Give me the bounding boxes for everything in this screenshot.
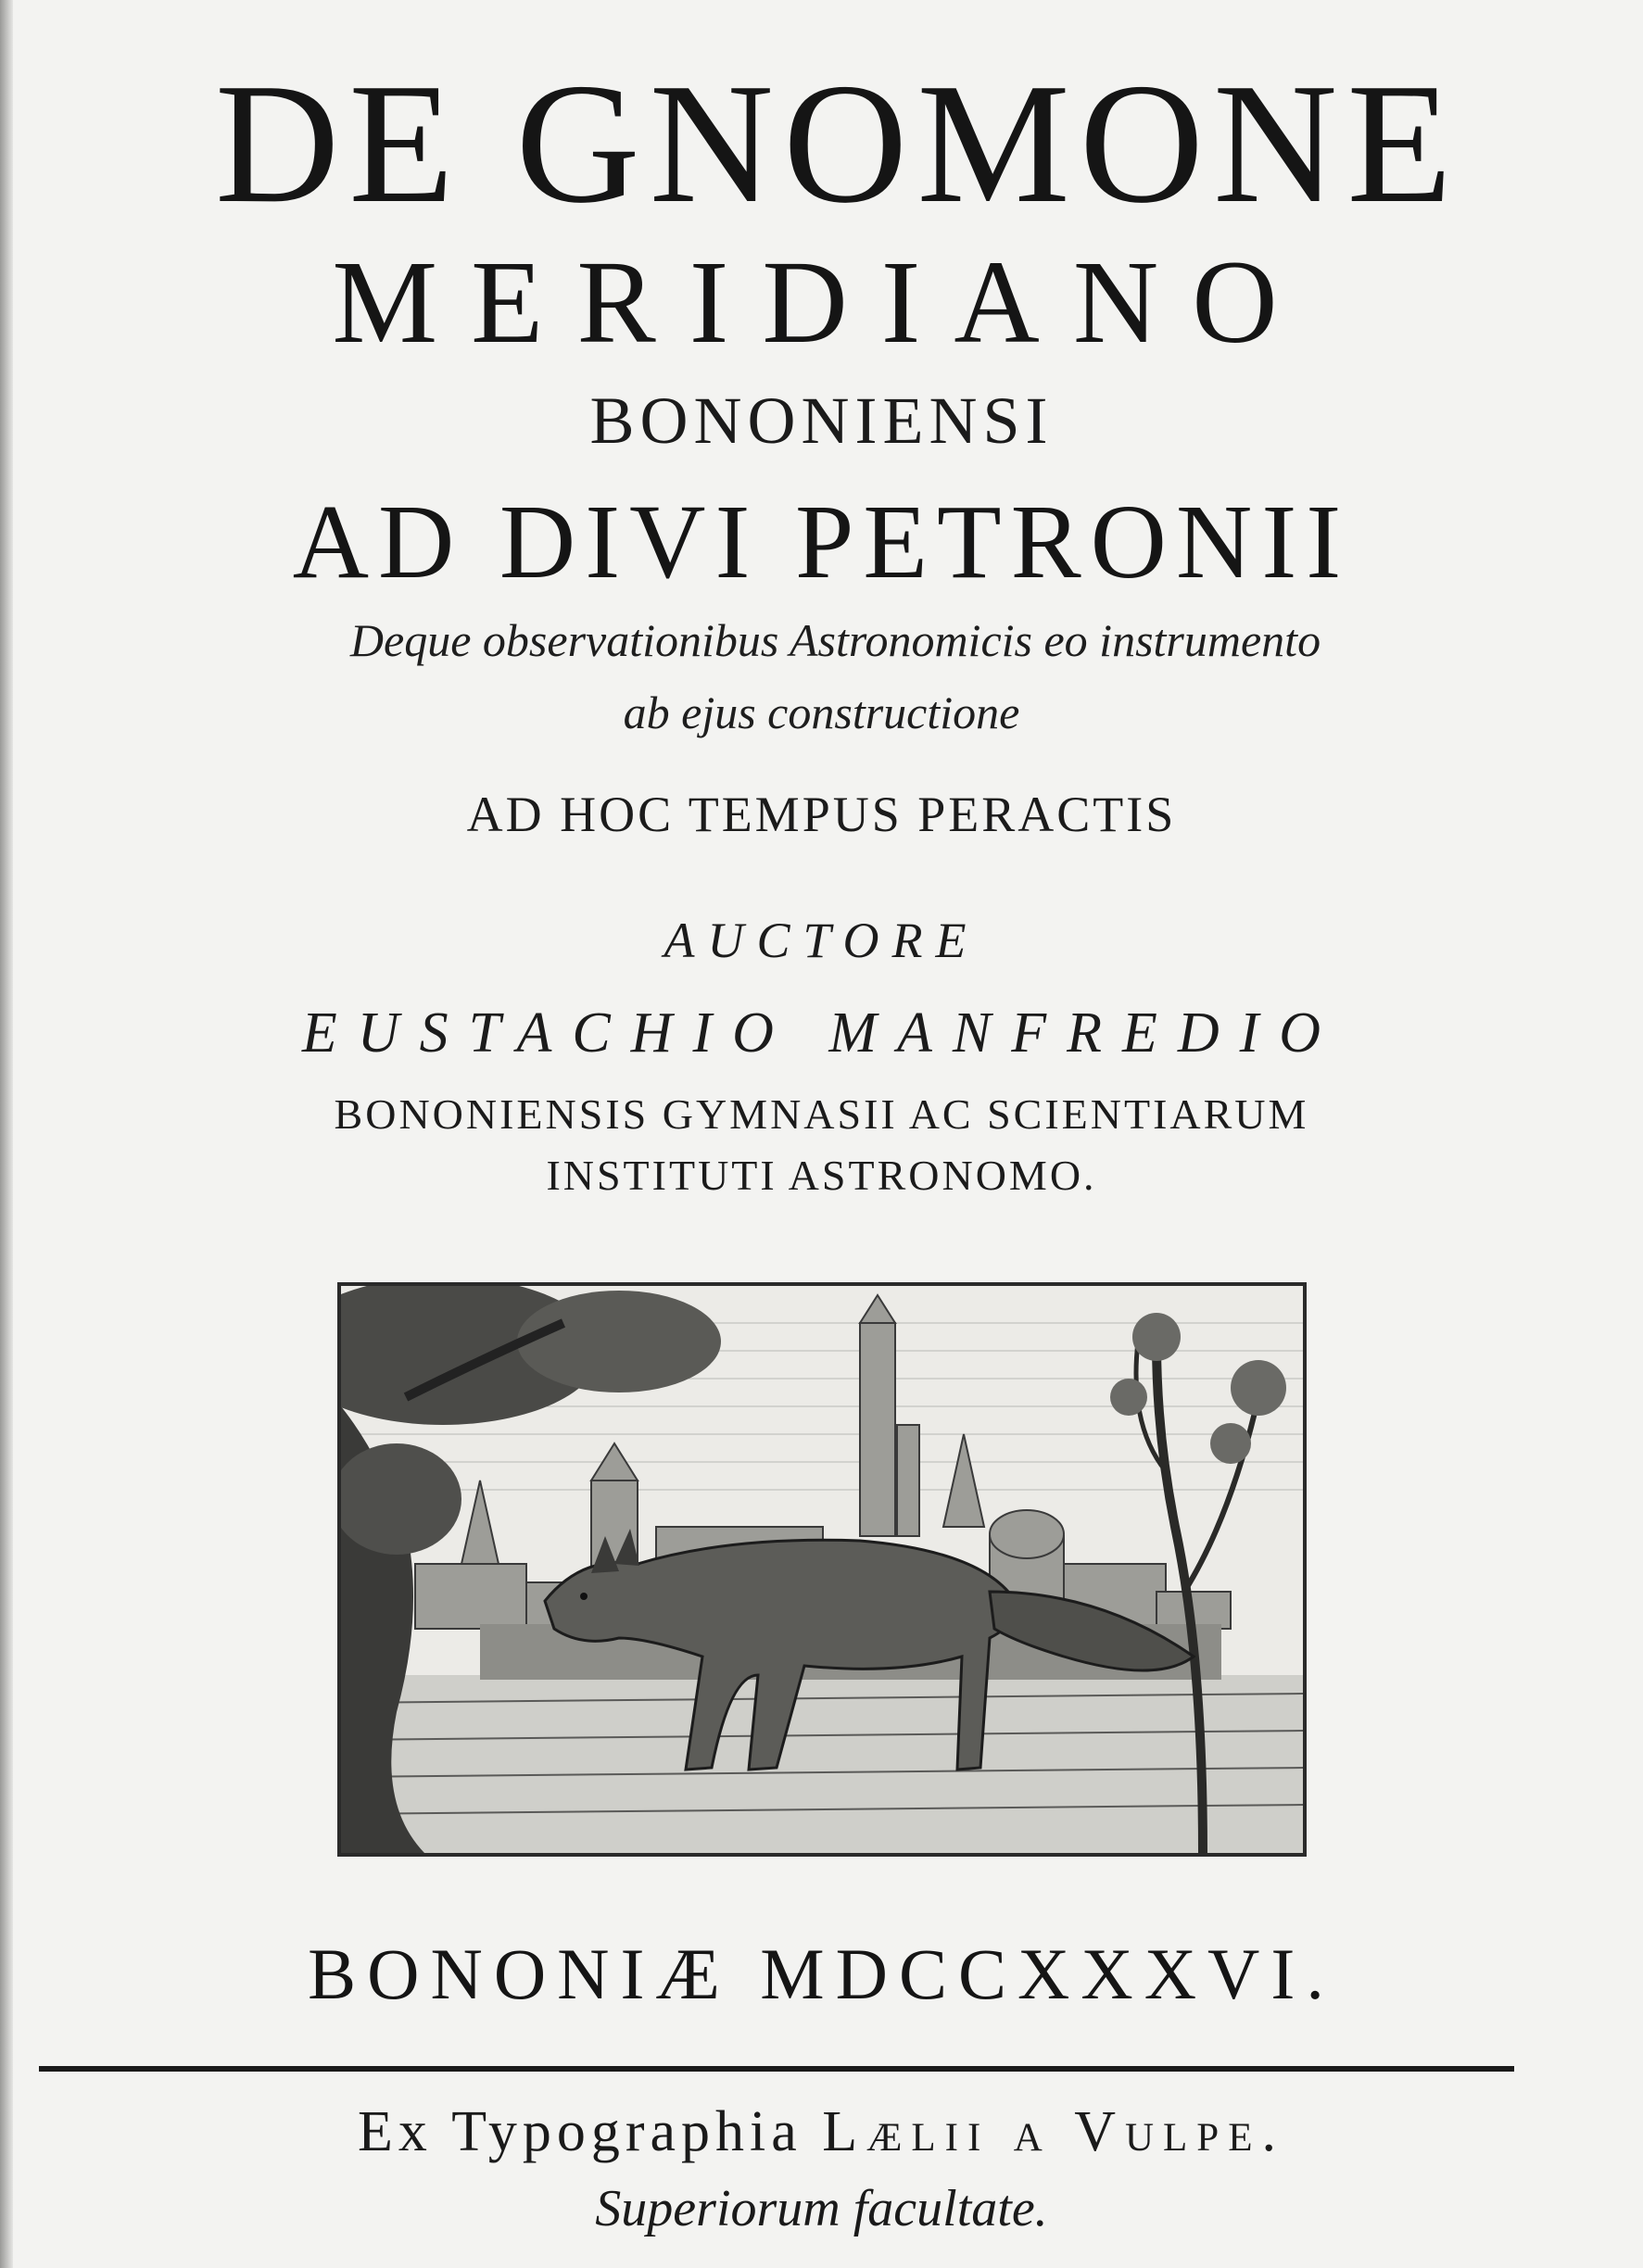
author-title-line-2: INSTITUTI ASTRONOMO. <box>546 1152 1097 1199</box>
title-line-3: BONONIENSI <box>589 384 1054 458</box>
subtitle-line-1: Deque observationibus Astronomicis eo instrumento <box>349 614 1321 666</box>
auctor-label: AUCTORE <box>664 913 979 968</box>
subtitle-line-3: AD HOC TEMPUS PERACTIS <box>466 787 1177 842</box>
title-line-4: AD DIVI PETRONII <box>292 483 1351 600</box>
subtitle-line-2: ab ejus constructione <box>623 687 1020 738</box>
title-line-1: DE GNOMONE <box>214 48 1462 239</box>
imprint-place-date: BONONIÆ MDCCXXXVI. <box>308 1934 1335 2014</box>
permission-line: Superiorum facultate. <box>595 2180 1048 2237</box>
fox-city-engraving <box>337 1282 1307 1857</box>
author-title-line-1: BONONIENSIS GYMNASII AC SCIENTIARUM <box>334 1090 1309 1138</box>
author-name: EUSTACHIO MANFREDIO <box>301 1002 1342 1065</box>
printer-name: Lælii a Vulpe. <box>822 2100 1285 2163</box>
horizontal-rule <box>39 2066 1514 2072</box>
printer-line <box>0 2100 1643 2163</box>
printer-prefix: Ex Typographia <box>358 2100 803 2163</box>
title-line-2: MERIDIANO <box>332 236 1311 368</box>
